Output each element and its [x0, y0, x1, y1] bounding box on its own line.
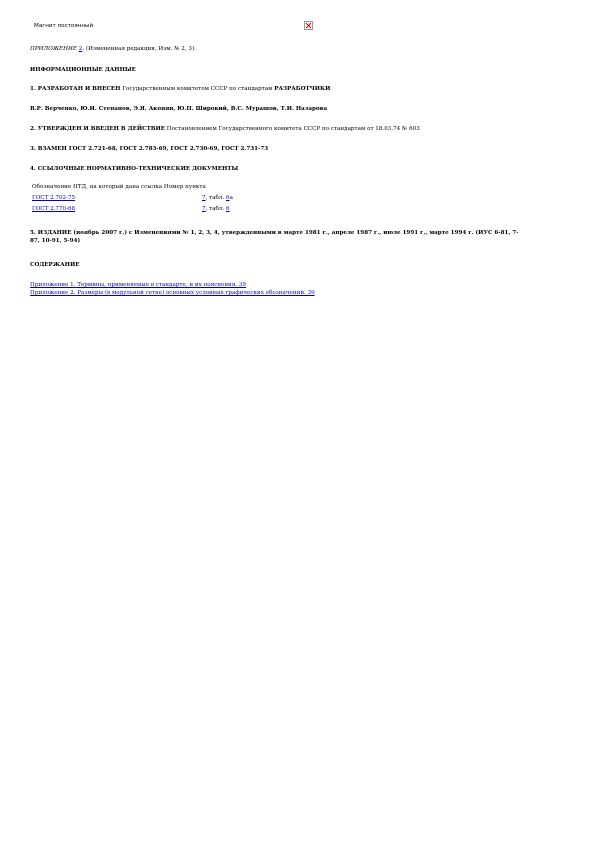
- appendix-suffix: . (Измененная редакция, Изм. № 2, 3).: [82, 46, 196, 52]
- toc-list: [30, 281, 550, 297]
- info-title: ИНФОРМАЦИОННЫЕ ДАННЫЕ: [30, 67, 136, 73]
- toc-item-appendix-2[interactable]: Приложение 2. Размеры (в модульной сетке) основных условных графических обозначений. 39: [30, 290, 315, 296]
- section-5-text: (ноябрь 2007 г.) с Изменениями № 1, 2, 3, 4, утвержденными в марте 1981 г., апреле 1987 г., июле 1991 г., марте 1994 г. (ИУС 6-81, 7-87, 10-91, 5-94): [30, 230, 519, 244]
- references-header-row: [30, 181, 235, 192]
- references-table-wrap: [30, 181, 550, 214]
- reference-doc-link[interactable]: ГОСТ 2.702-75: [32, 194, 76, 201]
- section-1: [30, 85, 550, 93]
- section-5-label: 5. ИЗДАНИЕ: [30, 230, 72, 236]
- reference-table-prefix: , табл.: [205, 205, 227, 212]
- appendix-number-link[interactable]: 2: [78, 46, 83, 52]
- section-2: [30, 125, 550, 133]
- reference-table-link[interactable]: 6: [226, 194, 230, 201]
- section-1-text: Государственным комитетом СССР по стандартам: [120, 86, 275, 92]
- section-5: [30, 229, 520, 245]
- toc-title: СОДЕРЖАНИЕ: [30, 262, 80, 268]
- reference-doc-link[interactable]: ГОСТ 2.770-68: [32, 205, 76, 212]
- section-4: 4. ССЫЛОЧНЫЕ НОРМАТИВНО-ТЕХНИЧЕСКИЕ ДОКУМЕНТЫ: [30, 166, 239, 172]
- appendix-prefix: ПРИЛОЖЕНИЕ: [30, 46, 77, 52]
- references-header: Обозначение НТД, на который дана ссылка Номер пункта: [32, 183, 206, 190]
- reference-table-prefix: , табл.: [205, 194, 227, 201]
- broken-image-icon: [304, 21, 313, 30]
- reference-table-link[interactable]: 6: [226, 205, 230, 212]
- section-1-label: 1. РАЗРАБОТАН И ВНЕСЕН: [30, 86, 121, 92]
- references-table: [30, 181, 235, 214]
- reference-item-link[interactable]: 7: [202, 194, 206, 201]
- table-row: [30, 203, 235, 214]
- document-page: [30, 18, 570, 296]
- table-row: [30, 192, 235, 203]
- section-3: 3. ВЗАМЕН ГОСТ 2.721-68, ГОСТ 2.783-69, ГОСТ 2.730-69, ГОСТ 2.731-73: [30, 146, 269, 152]
- section-2-label: 2. УТВЕРЖДЕН И ВВЕДЕН В ДЕЙСТВИЕ: [30, 126, 166, 132]
- image-caption: Магнит постоянный: [34, 23, 94, 29]
- section-2-text: Постановлением Государственного комитета СССР по стандартам от 18.03.74 № 603: [165, 126, 420, 132]
- reference-item-link[interactable]: 7: [202, 205, 206, 212]
- appendix-line: [30, 45, 550, 53]
- reference-table-tail: а: [229, 194, 233, 201]
- developers-list: В.Р. Верченко, Ю.И. Степанов, Э.Я. Акопян, Ю.П. Широкий, В.С. Мурашов, Т.И. Назарова: [30, 106, 328, 112]
- developers-label: РАЗРАБОТЧИКИ: [274, 86, 331, 92]
- header-row: [30, 18, 570, 38]
- toc-item-appendix-1[interactable]: Приложение 1. Термины, применяемые в стандарте, и их пояснения. 39: [30, 282, 246, 288]
